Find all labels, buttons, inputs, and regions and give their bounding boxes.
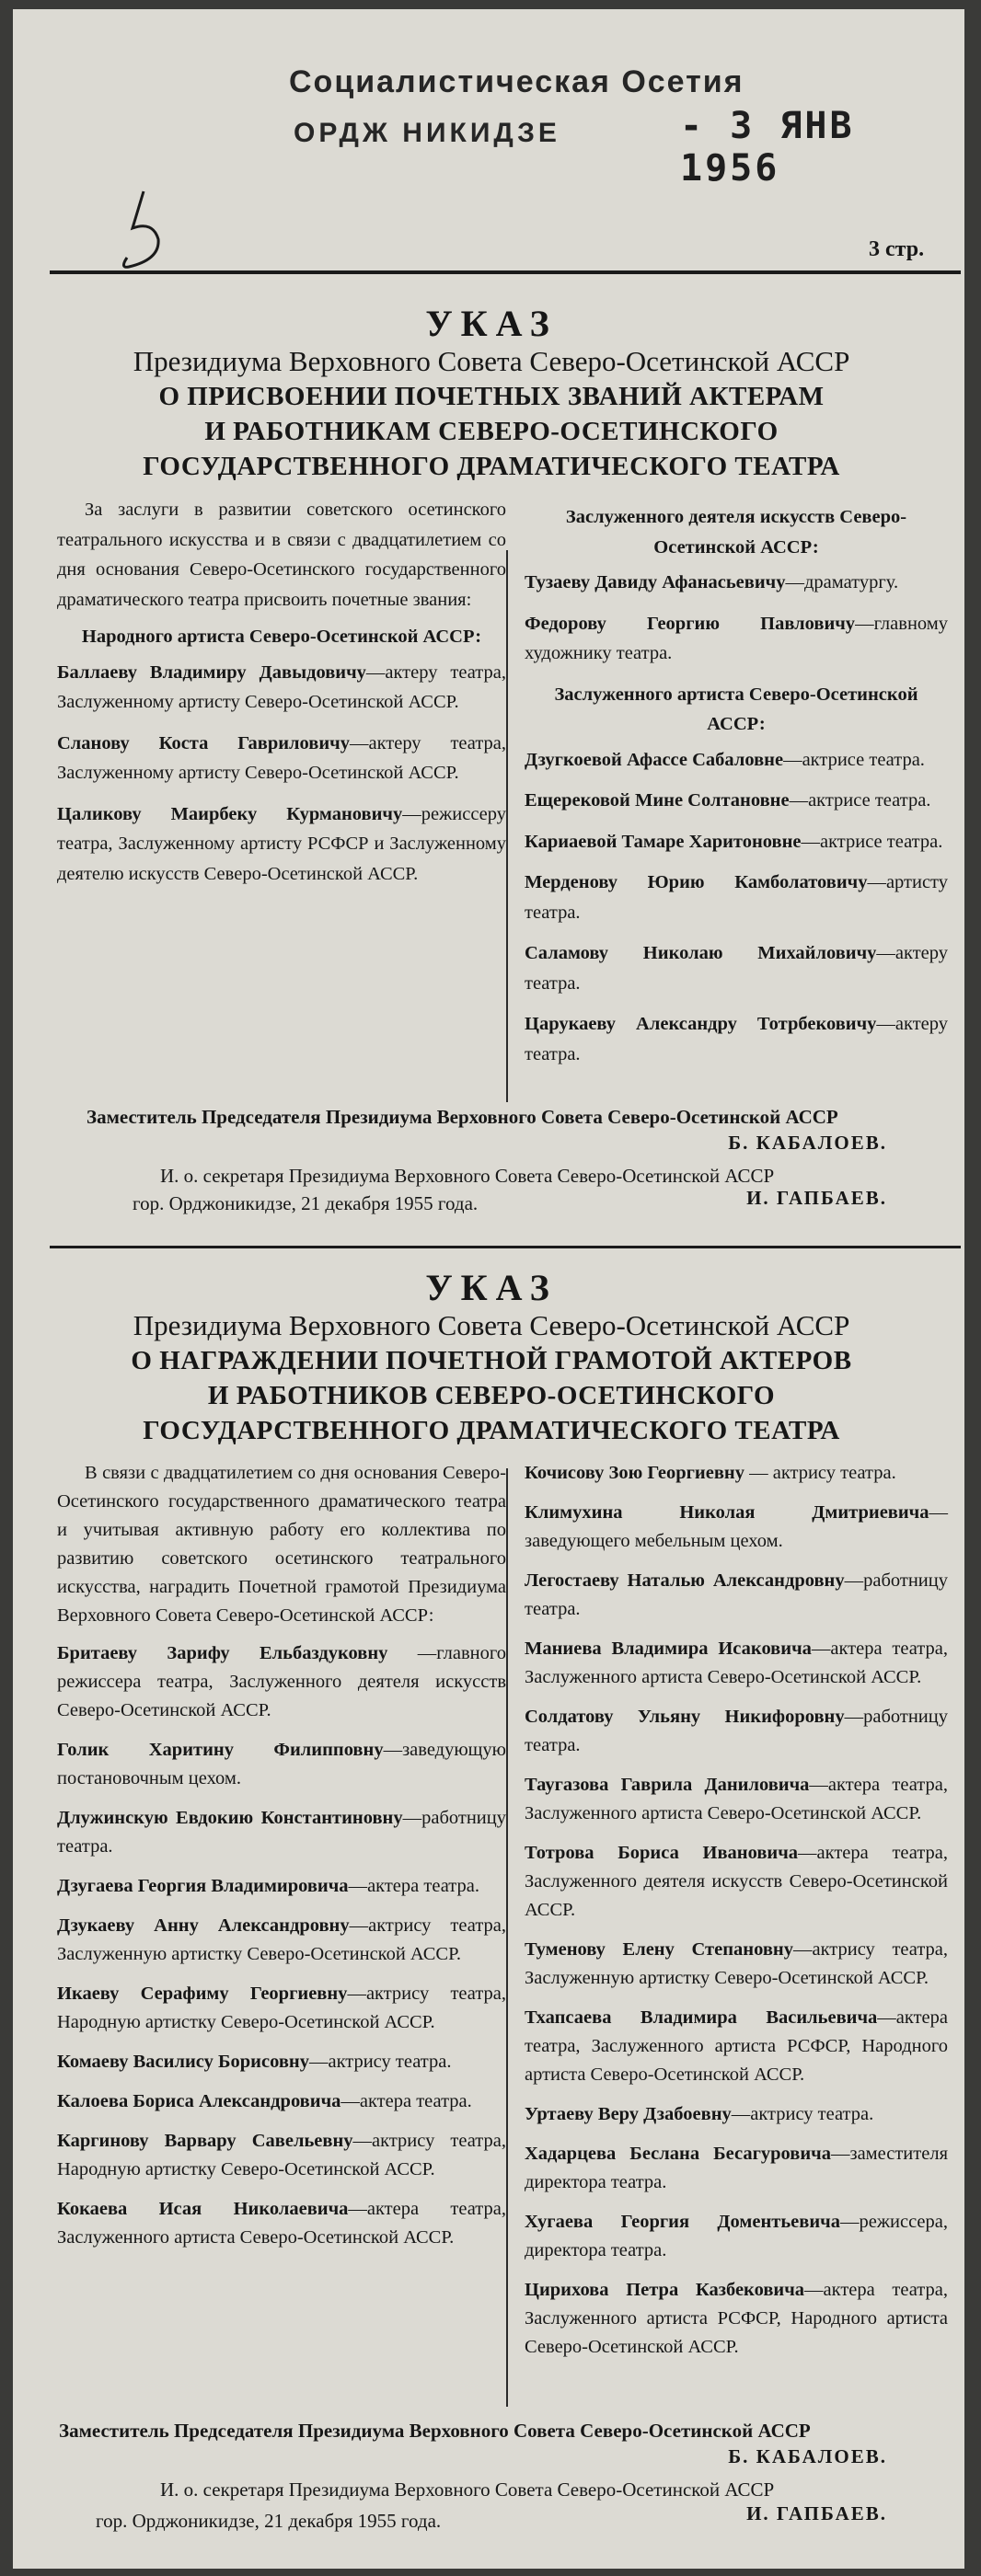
- award-entry: [525, 1839, 948, 1925]
- award-entry: [57, 2087, 506, 2116]
- awardee-position: —главному художнику театра.: [525, 613, 948, 663]
- award-heading: Заслуженного артиста Северо-Осетинской АССР:: [554, 684, 918, 734]
- award-entry: [525, 1459, 948, 1488]
- awardee-position: —актрисе театра.: [783, 749, 925, 770]
- awardee-position: —актера театра.: [340, 2091, 472, 2111]
- award-entry: [525, 1703, 948, 1760]
- award-heading: Заслуженного деятеля искусств Северо-Осетинской АССР:: [565, 507, 907, 558]
- decree-heading-line: И РАБОТНИКАМ СЕВЕРО-ОСЕТИНСКОГО: [204, 417, 779, 446]
- city-stamp: ОРДЖ НИКИДЗЕ: [294, 118, 560, 148]
- awardee-name: Калоева Бориса Александровича: [57, 2091, 341, 2111]
- awardee-name: Уртаеву Веру Дзабоевну: [525, 2104, 732, 2124]
- awardee-position: —главного режиссера театра, Заслуженного деятеля искусств Северо-Осетинской АССР.: [57, 1643, 506, 1720]
- awardee-name: Мерденову Юрию Камболатовичу: [525, 872, 868, 892]
- awardee-position: — актрису театра.: [744, 1463, 896, 1483]
- awardee-position: —актрису театра, Заслуженную артистку Северо-Осетинской АССР.: [525, 1939, 949, 1988]
- awardee-position: —артисту театра.: [525, 872, 948, 923]
- awardee-position: —актера театра, Заслуженного артиста Северо-Осетинской АССР.: [525, 1639, 948, 1687]
- awardee-name: Саламову Николаю Михайловичу: [525, 943, 877, 963]
- awardee-name: Дзугкоевой Афассе Сабаловне: [525, 749, 784, 770]
- decree-columns: [31, 495, 952, 1121]
- decree-title: УКАЗ: [425, 1267, 558, 1308]
- awardee-position: —актера театра, Заслуженного артиста Северо-Осетинской АССР.: [525, 1775, 948, 1823]
- signatory-title: Заместитель Председателя Президиума Верховного Совета Северо-Осетинской АССР: [87, 1106, 838, 1128]
- award-entry: [525, 2276, 948, 2362]
- awardee-position: —актрису театра, Заслуженную артистку Северо-Осетинской АССР.: [57, 1915, 506, 1964]
- decree-columns: [31, 1459, 952, 2411]
- awardee-name: Таугазова Гаврила Даниловича: [525, 1775, 810, 1795]
- award-entry: [57, 729, 506, 788]
- secretary-signature: [31, 1163, 952, 1216]
- signatory-title: И. о. секретаря Президиума Верховного Совета Северо-Осетинской АССР: [160, 2478, 775, 2501]
- awardee-position: —работницу театра.: [525, 1570, 948, 1619]
- awardee-position: —актера театра.: [348, 1876, 479, 1896]
- award-entry: [57, 2127, 506, 2184]
- awardee-name: Солдатову Ульяну Никифоровну: [525, 1707, 845, 1727]
- award-entry: [57, 799, 506, 890]
- signatory-title: И. о. секретаря Президиума Верховного Совета Северо-Осетинской АССР: [160, 1165, 775, 1187]
- award-entry: [525, 1936, 948, 1993]
- award-entry: [57, 658, 506, 718]
- awardee-name: Цаликову Маирбеку Курмановичу: [57, 803, 403, 824]
- left-column: [57, 1459, 506, 2263]
- awardee-position: —актрисе театра.: [789, 790, 931, 811]
- award-entry: [57, 1639, 506, 1725]
- award-entry: [525, 2208, 948, 2265]
- awardee-position: —актеру театра.: [525, 1014, 948, 1064]
- awardee-position: —актера театра, Заслуженного деятеля искусств Северо-Осетинской АССР.: [525, 1843, 948, 1920]
- awardee-name: Длужинскую Евдокию Константиновну: [57, 1808, 403, 1828]
- awardee-name: Бритаеву Зарифу Ельбаздуковну: [57, 1643, 388, 1663]
- awardee-name: Царукаеву Александру Тотрбековичу: [525, 1014, 877, 1034]
- awardee-position: —актера театра, Заслуженного артиста РСФСР, Народного артиста Северо-Осетинской АССР.: [525, 2007, 948, 2085]
- award-entry: [525, 868, 948, 927]
- left-column: [57, 495, 506, 900]
- secretary-signature: [31, 2477, 952, 2534]
- awardee-position: —актера театра, Заслуженного артиста Северо-Осетинской АССР.: [57, 2199, 506, 2248]
- awardee-position: —работницу театра.: [57, 1808, 506, 1857]
- signatory-name: И. ГАПБАЕВ.: [746, 2502, 887, 2524]
- right-column: [525, 495, 948, 1080]
- award-entry: [525, 609, 948, 669]
- newspaper-clipping: [13, 9, 964, 2569]
- award-entry: [57, 1980, 506, 2037]
- awardee-position: —актеру театра, Заслуженному артисту Северо-Осетинской АССР.: [57, 732, 507, 783]
- decree-titles-awards: [31, 304, 952, 1121]
- awardee-position: —работницу театра.: [525, 1707, 948, 1755]
- signatory-name: И. ГАПБАЕВ.: [746, 1187, 887, 1209]
- awardee-position: —актрисе театра.: [801, 831, 943, 852]
- awardee-name: Кокаева Исая Николаевича: [57, 2199, 349, 2219]
- signatory-title: Заместитель Председателя Президиума Верховного Совета Северо-Осетинской АССР: [59, 2420, 811, 2442]
- decree-heading-line: И РАБОТНИКОВ СЕВЕРО-ОСЕТИНСКОГО: [207, 1381, 776, 1410]
- awardee-name: Федорову Георгию Павловичу: [525, 613, 856, 634]
- decree-subtitle: Президиума Верховного Совета Северо-Осетинской АССР: [133, 345, 850, 377]
- decree-heading-line: ГОСУДАРСТВЕННОГО ДРАМАТИЧЕСКОГО ТЕАТРА: [143, 1416, 840, 1445]
- awardee-name: Баллаеву Владимиру Давыдовичу: [57, 661, 366, 683]
- deputy-signature: [31, 1104, 952, 1154]
- award-entry: [525, 1567, 948, 1624]
- award-entry: [57, 1804, 506, 1861]
- award-entry: [525, 1009, 948, 1069]
- awardee-name: Туменову Елену Степановну: [525, 1939, 793, 1960]
- awardee-position: —актеру театра.: [525, 943, 948, 994]
- signatory-name: Б. КАБАЛОЕВ.: [728, 2445, 887, 2467]
- award-entry: [525, 2004, 948, 2089]
- header-rule: [50, 270, 961, 274]
- award-entry: [525, 1771, 948, 1828]
- awardee-name: Дзукаеву Анну Александровну: [57, 1915, 350, 1936]
- awardee-name: Комаеву Василису Борисовну: [57, 2052, 309, 2072]
- awardee-name: Тотрова Бориса Ивановича: [525, 1843, 799, 1863]
- awardee-position: —заведующего мебельным цехом.: [525, 1502, 948, 1551]
- handwritten-mark-icon: [107, 184, 190, 276]
- awardee-name: Маниева Владимира Исаковича: [525, 1639, 812, 1659]
- decree-intro: В связи с двадцатилетием со дня основания Северо-Осетинского государственного драматического театра и учитывая активную работу его коллектива по развитию советского осетинского театрального искусства, наградить Почетной грамотой Президиума Верховного Совета Северо-Осетинской АССР:: [57, 1463, 506, 1626]
- column-divider: [506, 550, 508, 1102]
- awardee-name: Кариаевой Тамаре Харитоновне: [525, 831, 802, 852]
- page-number: 3 стр.: [869, 237, 925, 261]
- award-entry: [525, 568, 948, 598]
- signatory-name: Б. КАБАЛОЕВ.: [728, 1132, 887, 1154]
- awardee-name: Климухина Николая Дмитриевича: [525, 1502, 929, 1523]
- awardee-name: Дзугаева Георгия Владимировича: [57, 1876, 349, 1896]
- awardee-position: —драматургу.: [785, 572, 899, 592]
- decree-honor-certificate: [31, 1268, 952, 2411]
- place-date: гор. Орджоникидзе, 21 декабря 1955 года.: [96, 2510, 442, 2532]
- award-entry: [525, 1635, 948, 1692]
- awardee-name: Легостаеву Наталью Александровну: [525, 1570, 845, 1591]
- awardee-position: —актрису театра, Народную артистку Северо-Осетинской АССР.: [57, 1984, 507, 2032]
- awardee-position: —заведующую постановочным цехом.: [57, 1740, 506, 1788]
- awardee-position: —актрису театра, Народную артистку Северо-Осетинской АССР.: [57, 2131, 506, 2179]
- place-date: гор. Орджоникидзе, 21 декабря 1955 года.: [133, 1192, 479, 1214]
- column-divider: [506, 1468, 508, 2407]
- awardee-name: Тузаеву Давиду Афанасьевичу: [525, 572, 786, 592]
- decree-heading-line: О НАГРАЖДЕНИИ ПОЧЕТНОЙ ГРАМОТОЙ АКТЕРОВ: [131, 1346, 852, 1375]
- awardee-name: Кочисову Зою Георгиевну: [525, 1463, 744, 1483]
- deputy-signature: [31, 2418, 952, 2467]
- award-entry: [525, 2100, 948, 2129]
- section-rule: [50, 1246, 961, 1248]
- awardee-name: Тхапсаева Владимира Васильевича: [525, 2007, 878, 2028]
- decree-subtitle: Президиума Верховного Совета Северо-Осетинской АССР: [133, 1309, 850, 1341]
- awardee-position: —заместителя директора театра.: [525, 2144, 948, 2192]
- awardee-name: Ещерековой Мине Солтановне: [525, 790, 790, 811]
- awardee-name: Хадарцева Беслана Бесагуровича: [525, 2144, 831, 2164]
- awardee-name: Голик Харитину Филипповну: [57, 1740, 384, 1760]
- awardee-name: Каргинову Варвару Савельевну: [57, 2131, 353, 2151]
- award-entry: [525, 938, 948, 998]
- date-stamp: - 3 ЯНВ 1956: [680, 105, 855, 190]
- award-entry: [57, 1912, 506, 1969]
- award-entry: [525, 827, 948, 857]
- awardee-position: —актрису театра.: [308, 2052, 452, 2072]
- awardee-name: Сланову Коста Гавриловичу: [57, 732, 350, 753]
- awardee-name: Цирихова Петра Казбековича: [525, 2280, 805, 2300]
- awardee-name: Хугаева Георгия Доментьевича: [525, 2212, 840, 2232]
- right-column: [525, 1459, 948, 2373]
- award-heading: Народного артиста Северо-Осетинской АССР:: [81, 627, 482, 647]
- decree-title: УКАЗ: [425, 303, 558, 344]
- awardee-name: Икаеву Серафиму Георгиевну: [57, 1984, 348, 2004]
- decree-heading-line: О ПРИСВОЕНИИ ПОЧЕТНЫХ ЗВАНИЙ АКТЕРАМ: [158, 382, 825, 411]
- awardee-position: —актера театра, Заслуженного артиста РСФСР, Народного артиста Северо-Осетинской АССР.: [525, 2280, 948, 2357]
- awardee-position: —актеру театра, Заслуженному артисту Северо-Осетинской АССР.: [57, 661, 506, 712]
- decree-intro: За заслуги в развитии советского осетинского театрального искусства и в связи с двадцатилетием со дня основания Северо-Осетинского государственного драматического театра присвоить почетные звания:: [57, 500, 506, 610]
- award-entry: [57, 2048, 506, 2076]
- awardee-position: —режиссера, директора театра.: [525, 2212, 948, 2260]
- newspaper-stamp: Социалистическая Осетия: [289, 64, 744, 99]
- award-entry: [525, 745, 948, 776]
- award-entry: [525, 1499, 948, 1556]
- award-entry: [57, 2195, 506, 2252]
- decree-heading-line: ГОСУДАРСТВЕННОГО ДРАМАТИЧЕСКОГО ТЕАТРА: [143, 452, 840, 481]
- awardee-position: —актрису театра.: [731, 2104, 874, 2124]
- award-entry: [525, 786, 948, 816]
- award-entry: [57, 1872, 506, 1901]
- award-entry: [525, 2140, 948, 2197]
- awardee-position: —режиссеру театра, Заслуженному артисту РСФСР и Заслуженному деятелю искусств Северо-Осетинской АССР.: [57, 803, 506, 884]
- award-entry: [57, 1736, 506, 1793]
